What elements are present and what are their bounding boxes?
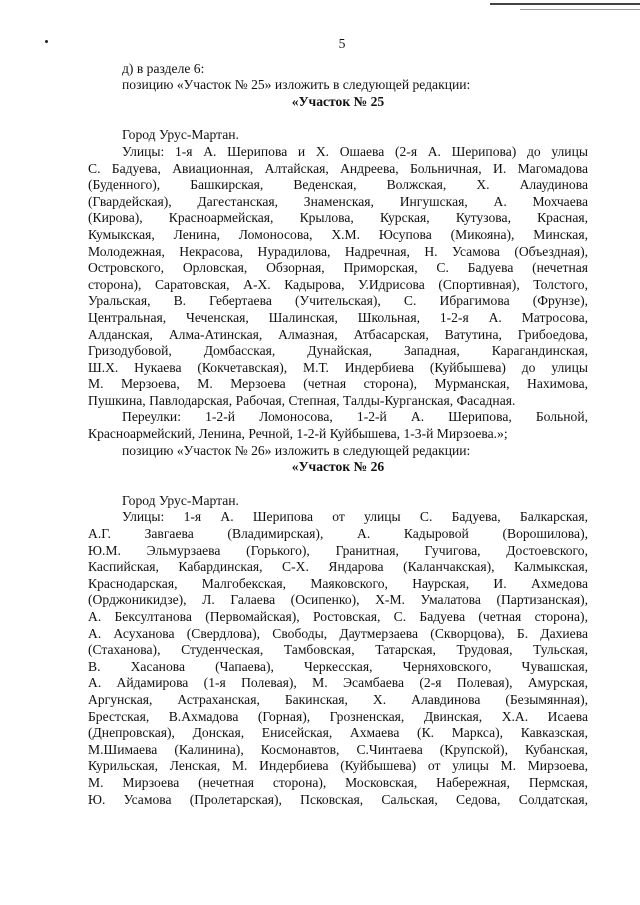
text-line: Кумыкская, Ленина, Ломоносова, Х.М. Юсупова (Микояна), Минская,: [88, 226, 588, 242]
text-line: Переулки: 1-2-й Ломоносова, 1-2-й А. Шерипова, Больной,: [122, 409, 588, 425]
text-line: С. Бадуева, Авиационная, Алтайская, Андреева, Больничная, И. Магомадова: [88, 160, 588, 176]
text-line: А. Асуханова (Свердлова), Свободы, Даутмерзаева (Скворцова), Б. Дахиева: [88, 625, 588, 641]
city-line: Город Урус-Мартан.: [122, 492, 239, 508]
streets-paragraph-26: [88, 509, 588, 808]
text-line: Улицы: 1-я А. Шерипова и Х. Ошаева (2-я А. Шерипова) до улицы: [122, 143, 588, 159]
spacer: [88, 110, 588, 127]
text-line: Гризодубовой, Домбасская, Дунайская, Западная, Карагандинская,: [88, 343, 588, 359]
text-line: (Днепровская), Донская, Енисейская, Ахмаева (К. Маркса), Кавказская,: [88, 725, 588, 741]
text-line: Аргунская, Астраханская, Бакинская, Х. Алавдинова (Безымянная),: [88, 691, 588, 707]
text-line: Улицы: 1-я А. Шерипова от улицы С. Бадуева, Балкарская,: [122, 509, 588, 525]
transition-line: позицию «Участок № 26» изложить в следующей редакции:: [122, 442, 471, 458]
section-heading-26: «Участок № 26: [291, 459, 385, 475]
section-heading-25: «Участок № 25: [291, 93, 385, 109]
text-line: Пушкина, Павлодарская, Рабочая, Степная, Талды-Курганская, Фасадная.: [88, 392, 516, 408]
scan-artifact-line: [520, 9, 640, 10]
text-line: А. Бексултанова (Первомайская), Ростовская, С. Бадуева (четная сторона),: [88, 609, 588, 624]
document-page: [88, 36, 588, 808]
text-line: Красноармейский, Ленина, Речной, 1-2-й Куйбышева, 1-3-й Мирзоева.»;: [88, 426, 508, 442]
scan-artifact-line: [490, 3, 640, 5]
text-line: (Гвардейская), Дагестанская, Знаменская, Ингушская, А. Мохчаева: [88, 193, 588, 209]
city-line: Город Урус-Мартан.: [122, 127, 239, 143]
text-line: Брестская, В.Ахмадова (Горная), Грозненская, Двинская, Х.А. Исаева: [88, 708, 588, 724]
lanes-paragraph-25: [88, 409, 588, 442]
text-line: Алданская, Алма-Атинская, Алмазная, Атбасарская, Ватутина, Грибоедова,: [88, 326, 588, 342]
text-line: Краснодарская, Малгобекская, Маяковского, Наурская, И. Ахмедова: [88, 575, 588, 591]
text-line: (Буденного), Башкирская, Веденская, Волжская, Х. Алаудинова: [88, 177, 588, 193]
text-line: А.Г. Завгаева (Владимирская), А. Кадыровой (Ворошилова),: [88, 526, 588, 542]
text-line: Курильская, Ленская, М. Индербиева (Куйбышева) от улицы М. Мирзоева,: [88, 758, 588, 774]
intro-line: позицию «Участок № 25» изложить в следующей редакции:: [122, 77, 471, 93]
text-line: (Стаханова), Студенческая, Тамбовская, Татарская, Трудовая, Тульская,: [88, 642, 588, 658]
page-number: 5: [338, 36, 346, 51]
text-line: М. Мирзоева (нечетная сторона), Московская, Набережная, Пермская,: [88, 774, 588, 790]
text-line: (Орджоникидзе), Л. Галаева (Осипенко), Х-М. Умалатова (Партизанская),: [88, 592, 588, 608]
spacer: [88, 476, 588, 493]
scan-artifact-dot: [45, 40, 48, 43]
text-line: Ю. Усамова (Пролетарская), Псковская, Сальская, Седова, Солдатская,: [88, 791, 588, 807]
text-line: В. Хасанова (Чапаева), Черкесская, Черняховского, Чувашская,: [88, 658, 588, 674]
streets-paragraph-25: [88, 144, 588, 410]
intro-line: д) в разделе 6:: [122, 60, 205, 76]
text-line: Ю.М. Эльмурзаева (Горького), Гранитная, Гучигова, Достоевского,: [88, 542, 588, 558]
text-line: М. Мерзоева, М. Мерзоева (четная сторона), Мурманская, Нахимова,: [88, 376, 588, 392]
text-line: Каспийская, Кабардинская, С-Х. Яндарова (Каланчакская), Калмыкская,: [88, 559, 588, 575]
text-line: Островского, Орловская, Обзорная, Приморская, С. Бадуева (нечетная: [88, 260, 588, 276]
text-line: Молодежная, Некрасова, Нурадилова, Надречная, Н. Усамова (Объездная),: [88, 243, 588, 259]
text-line: Уральская, В. Гебертаева (Учительская), С. Ибрагимова (Фрунзе),: [88, 293, 588, 309]
text-line: Центральная, Чеченская, Шалинская, Школьная, 1-2-я А. Матросова,: [88, 309, 588, 325]
text-line: (Кирова), Красноармейская, Крылова, Курская, Кутузова, Красная,: [88, 210, 588, 226]
text-line: А. Айдамирова (1-я Полевая), М. Эсамбаева (2-я Полевая), Амурская,: [88, 675, 588, 691]
text-line: сторона), Саратовская, А-Х. Кадырова, У.Идрисова (Спортивная), Толстого,: [88, 276, 588, 292]
text-line: М.Шимаева (Калинина), Космонавтов, С.Чинтаева (Крупской), Кубанская,: [88, 741, 588, 757]
text-line: Ш.Х. Нукаева (Кокчетавская), М.Т. Индербиева (Куйбышева) до улицы: [88, 359, 588, 375]
